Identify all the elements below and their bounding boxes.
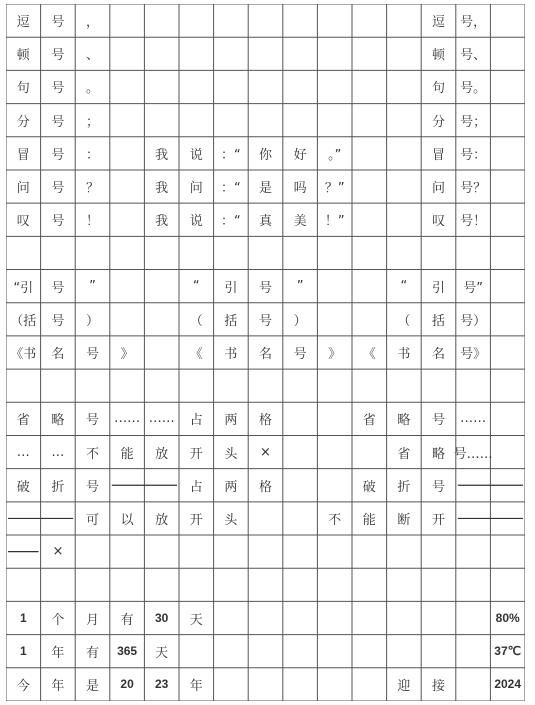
grid-cell: 》 — [328, 346, 342, 362]
grid-cell: 天 — [155, 645, 169, 661]
grid-cell: ？ — [85, 181, 99, 197]
grid-cell: × — [260, 444, 271, 460]
grid-cell: 1 — [19, 611, 27, 626]
grid-row — [6, 336, 525, 369]
grid-cell: 号 — [51, 214, 65, 230]
grid-cell: 号 — [51, 147, 65, 163]
grid-cell: 号； — [460, 114, 487, 130]
grid-cell: 1 — [19, 644, 27, 659]
grid-cell: 号 — [85, 479, 99, 495]
grid-cell: （ — [189, 313, 203, 329]
grid-cell: 以 — [120, 512, 134, 528]
grid-cell: ” — [296, 278, 304, 294]
grid-cell: 号 — [258, 313, 272, 329]
grid-cell: 号 — [431, 413, 445, 429]
grid-cell: 、 — [85, 48, 99, 64]
grid-cell: 80% — [495, 611, 520, 626]
grid-row — [6, 369, 525, 402]
grid-cell: 叹 — [431, 214, 445, 230]
grid-cell: 说 — [189, 147, 203, 163]
grid-cell: 有 — [120, 612, 134, 628]
grid-cell: …… — [460, 411, 487, 427]
grid-cell: 个 — [51, 612, 65, 628]
grid-cell: 号” — [463, 280, 483, 296]
grid-cell: 号》 — [460, 346, 487, 362]
grid-cell: ？” — [324, 181, 345, 197]
grid-cell: 号 — [431, 479, 445, 495]
grid-cell: 号 — [51, 313, 65, 329]
grid-cell: 号 — [51, 280, 65, 296]
grid-cell: 不 — [85, 446, 99, 462]
grid-cell: 叹 — [16, 214, 30, 230]
grid-cell: ， — [85, 15, 99, 31]
grid-cell: 书 — [224, 346, 238, 362]
grid-cell: 号 — [51, 48, 65, 64]
grid-cell: 冒 — [16, 147, 30, 163]
grid-cell: ” — [89, 278, 96, 294]
grid-cell: 破 — [16, 479, 30, 495]
grid-cell: 名 — [431, 346, 445, 362]
grid-cell: ：“ — [221, 147, 241, 163]
grid-row — [6, 37, 525, 70]
grid-row — [6, 402, 525, 435]
grid-row — [6, 535, 525, 568]
grid-row — [6, 104, 525, 137]
grid-cell: 括 — [224, 313, 238, 329]
grid-cell: 号 — [85, 413, 99, 429]
grid-cell: …… — [148, 411, 175, 427]
grid-cell: 折 — [51, 479, 65, 495]
grid-cell: 美 — [293, 214, 307, 230]
grid-cell: …… — [114, 411, 141, 427]
grid-cell: ！ — [85, 214, 99, 230]
grid-cell: 年 — [51, 678, 65, 694]
grid-cell: 可 — [85, 512, 99, 528]
grid-cell: 开 — [431, 512, 445, 528]
grid-cell: 括 — [431, 313, 445, 329]
grid-cell: 格 — [258, 479, 272, 495]
grid-cell: 天 — [189, 612, 203, 628]
grid-cell: 。 — [85, 81, 99, 97]
grid-row — [6, 137, 525, 170]
grid-cell: ：“ — [221, 214, 241, 230]
grid-cell: 略 — [397, 413, 411, 429]
grid-cell: 20 — [120, 677, 134, 692]
grid-cell: 有 — [85, 645, 99, 661]
grid-cell: ： — [85, 147, 99, 163]
grid-cell: “引 — [13, 280, 34, 296]
grid-cell: 号 — [258, 280, 272, 296]
grid-cell: 我 — [155, 181, 169, 197]
grid-cell: 头 — [224, 446, 238, 462]
grid-cell: （ — [397, 313, 411, 329]
grid-cell: 是 — [85, 678, 99, 694]
grid-cell: 句 — [431, 81, 445, 97]
grid-cell: ； — [85, 114, 99, 130]
grid-cell: 两 — [224, 413, 238, 429]
grid-cell: 断 — [397, 512, 411, 528]
grid-cell: 书 — [397, 346, 411, 362]
grid-cell: 省 — [16, 413, 30, 429]
grid-cell: 名 — [51, 346, 65, 362]
grid-cell: 略 — [431, 446, 445, 462]
grid-cell: 开 — [189, 512, 203, 528]
grid-cell: 《 — [362, 346, 376, 362]
grid-cell: “ — [192, 278, 200, 294]
grid-cell: ） — [85, 313, 99, 329]
grid-row — [6, 270, 525, 303]
grid-cell: ：“ — [221, 181, 241, 197]
grid-cell: 你 — [258, 147, 272, 163]
grid-row — [6, 236, 525, 269]
grid-cell: 年 — [51, 645, 65, 661]
grid-cell: 2024 — [494, 677, 522, 692]
grid-cell: （括 — [10, 313, 37, 329]
grid-cell: 放 — [155, 446, 169, 462]
grid-cell: 逗 — [16, 15, 30, 31]
grid-row — [6, 469, 525, 502]
grid-cell: 分 — [431, 114, 445, 130]
grid-row — [6, 70, 525, 103]
grid-cell: 破 — [362, 479, 376, 495]
grid-cell: 引 — [224, 280, 238, 296]
grid-cell: 说 — [189, 214, 203, 230]
grid-cell: 略 — [51, 413, 65, 429]
grid-cell: 号， — [460, 15, 487, 31]
grid-cell: 。” — [328, 147, 342, 163]
grid-cell: ） — [293, 313, 307, 329]
grid-cell: 头 — [224, 512, 238, 528]
grid-row — [6, 170, 525, 203]
grid-cell: 23 — [155, 677, 169, 692]
grid-cell: 号…… — [453, 446, 493, 462]
grid-cell: 吗 — [293, 181, 307, 197]
manuscript-grid — [6, 4, 525, 701]
grid-cell: 号） — [460, 313, 487, 329]
grid-cell: 是 — [258, 181, 272, 197]
grid-cell: 号、 — [460, 48, 487, 64]
grid-cell: 放 — [155, 512, 169, 528]
grid-cell: “ — [400, 278, 408, 294]
grid-cell: 省 — [362, 413, 376, 429]
grid-cell: 号？ — [460, 181, 487, 197]
grid-cell: 我 — [155, 214, 169, 230]
grid-cell: 号！ — [460, 214, 487, 230]
grid-row — [6, 4, 525, 37]
grid-row — [6, 303, 525, 336]
grid-cell: 格 — [258, 413, 272, 429]
grid-cell: … — [16, 444, 30, 460]
grid-cell: 迎 — [397, 678, 411, 694]
grid-cell: 顿 — [431, 48, 445, 64]
grid-cell: 占 — [189, 413, 203, 429]
grid-cell: 真 — [258, 214, 272, 230]
grid-cell: 号 — [293, 346, 307, 362]
grid-cell: 我 — [155, 147, 169, 163]
grid-cell: 能 — [120, 446, 134, 462]
grid-cell: 号 — [51, 114, 65, 130]
grid-cell: 开 — [189, 446, 203, 462]
grid-cell: ！” — [324, 214, 345, 230]
grid-row — [6, 435, 525, 468]
grid-cell: 好 — [293, 147, 307, 163]
grid-cell: 占 — [189, 479, 203, 495]
grid-cell: 号 — [51, 15, 65, 31]
grid-row — [6, 502, 525, 535]
grid-cell: 》 — [120, 346, 134, 362]
grid-cell: 冒 — [431, 147, 445, 163]
grid-cell: × — [52, 544, 64, 560]
grid-cell: 号。 — [460, 81, 487, 97]
grid-cell: 不 — [328, 512, 342, 528]
grid-cell: 名 — [258, 346, 272, 362]
grid-row — [6, 635, 525, 668]
grid-cell: 能 — [362, 512, 376, 528]
grid-cell: 37℃ — [494, 644, 522, 659]
grid-cell: 号： — [460, 147, 487, 163]
grid-cell: 30 — [155, 611, 169, 626]
grid-cell: 分 — [16, 114, 30, 130]
grid-cell: 接 — [431, 678, 445, 694]
grid-cell: 365 — [117, 644, 138, 659]
grid-cell: 《 — [189, 346, 203, 362]
grid-cell: 引 — [431, 280, 445, 296]
grid-cell: 问 — [16, 181, 30, 197]
grid-cell: … — [51, 444, 65, 460]
grid-cell: 号 — [51, 181, 65, 197]
grid-row — [6, 668, 525, 701]
grid-cell: 问 — [431, 181, 445, 197]
grid-cell: 号 — [85, 346, 99, 362]
grid-cell: 今 — [16, 678, 30, 694]
grid-cell: 折 — [397, 479, 411, 495]
grid-cell: 逗 — [431, 15, 445, 31]
grid-cell: 号 — [51, 81, 65, 97]
grid-cell: 《书 — [10, 346, 37, 362]
grid-row — [6, 203, 525, 236]
grid-cell: 顿 — [16, 48, 30, 64]
grid-row — [6, 568, 525, 601]
grid-cell: 问 — [189, 181, 203, 197]
grid-row — [6, 601, 525, 634]
grid-cell: 年 — [189, 678, 203, 694]
grid-cell: 省 — [397, 446, 411, 462]
grid-cell: 两 — [224, 479, 238, 495]
grid-cell: 句 — [16, 81, 30, 97]
grid-cell: 月 — [85, 612, 99, 628]
